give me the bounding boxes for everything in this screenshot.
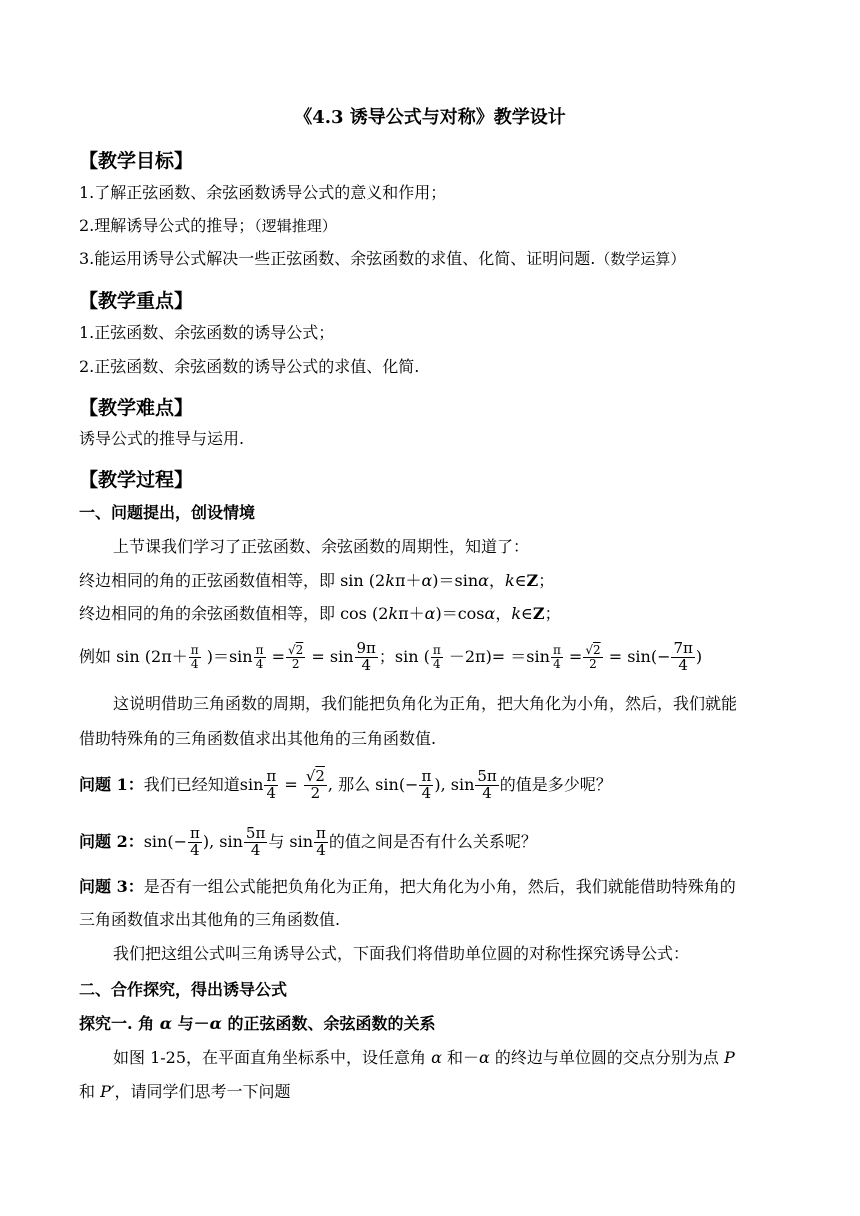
sin-period-line: 终边相同的角的正弦函数值相等，即 sin (2kπ＋α)＝sinα，k∈Z； bbox=[79, 571, 555, 590]
question-3-line-1: 问题 3：是否有一组公式能把负角化为正角，把大角化为小角，然后，我们就能借助特殊角的 bbox=[79, 877, 736, 896]
explore-1-text-line-2: 和 P′，请同学们思考一下问题 bbox=[79, 1082, 291, 1101]
objective-item-2: 2.理解诱导公式的推导；（逻辑推理） bbox=[79, 216, 337, 235]
difficulties-heading: 【教学难点】 bbox=[79, 397, 194, 419]
key-point-item-2: 2.正弦函数、余弦函数的诱导公式的求值、化简. bbox=[79, 357, 420, 376]
difficulties-text: 诱导公式的推导与运用. bbox=[79, 429, 245, 448]
explain-line-2: 借助特殊角的三角函数值求出其他角的三角函数值. bbox=[79, 729, 437, 748]
part1-closing: 我们把这组公式叫三角诱导公式，下面我们将借助单位圆的对称性探究诱导公式： bbox=[113, 944, 690, 963]
cos-period-line: 终边相同的角的余弦函数值相等，即 cos (2kπ＋α)＝cosα，k∈Z； bbox=[79, 604, 561, 623]
question-3-line-2: 三角函数值求出其他角的三角函数值. bbox=[79, 910, 341, 929]
part1-heading: 一、问题提出，创设情境 bbox=[79, 503, 256, 522]
explore-1-heading: 探究一. 角 α 与－α 的正弦函数、余弦函数的关系 bbox=[79, 1014, 436, 1033]
process-heading: 【教学过程】 bbox=[79, 469, 194, 491]
explain-line-1: 这说明借助三角函数的周期，我们能把负角化为正角，把大角化为小角，然后，我们就能 bbox=[113, 694, 738, 713]
question-1: 问题 1：我们已经知道sin $\frac{\pi}{4}$ = $\frac{√2}{2}$ , 那么 sin(− $\frac{\pi}{4}$ ), sin $\frac{5\pi}{4}$ 的值是多少呢？ bbox=[79, 767, 612, 802]
part1-intro: 上节课我们学习了正弦函数、余弦函数的周期性，知道了： bbox=[113, 537, 530, 556]
example-line: 例如 sin (2π＋ $\frac{\pi}{4}$ )＝sin $\frac{\pi}{4}$ = $\frac{√2}{2}$ = sin $\frac{9\pi}{4}$ ；sin ( $\frac{\pi}{4}$ －2π)= ＝sin $\frac{\pi}{4}$ = $\frac{√2}{2}$ = sin(− $\frac{7\pi}{4}$ ) bbox=[79, 639, 703, 674]
explore-1-text-line-1: 如图 1-25，在平面直角坐标系中，设任意角 α 和－α 的终边与单位圆的交点分别为点 P bbox=[113, 1048, 735, 1067]
document-title: 《4.3 诱导公式与对称》教学设计 bbox=[294, 107, 566, 128]
key-point-item-1: 1.正弦函数、余弦函数的诱导公式； bbox=[79, 323, 335, 342]
objective-item-3: 3.能运用诱导公式解决一些正弦函数、余弦函数的求值、化简、证明问题.（数学运算） bbox=[79, 249, 686, 268]
objective-item-1: 1.了解正弦函数、余弦函数诱导公式的意义和作用； bbox=[79, 183, 447, 202]
objectives-heading: 【教学目标】 bbox=[79, 150, 194, 172]
part2-heading: 二、合作探究，得出诱导公式 bbox=[79, 980, 288, 999]
key-points-heading: 【教学重点】 bbox=[79, 290, 194, 312]
question-2: 问题 2：sin(− $\frac{\pi}{4}$ ), sin $\frac{5\pi}{4}$ 与 sin $\frac{\pi}{4}$ 的值之间是否有什么关系呢？ bbox=[79, 824, 537, 859]
